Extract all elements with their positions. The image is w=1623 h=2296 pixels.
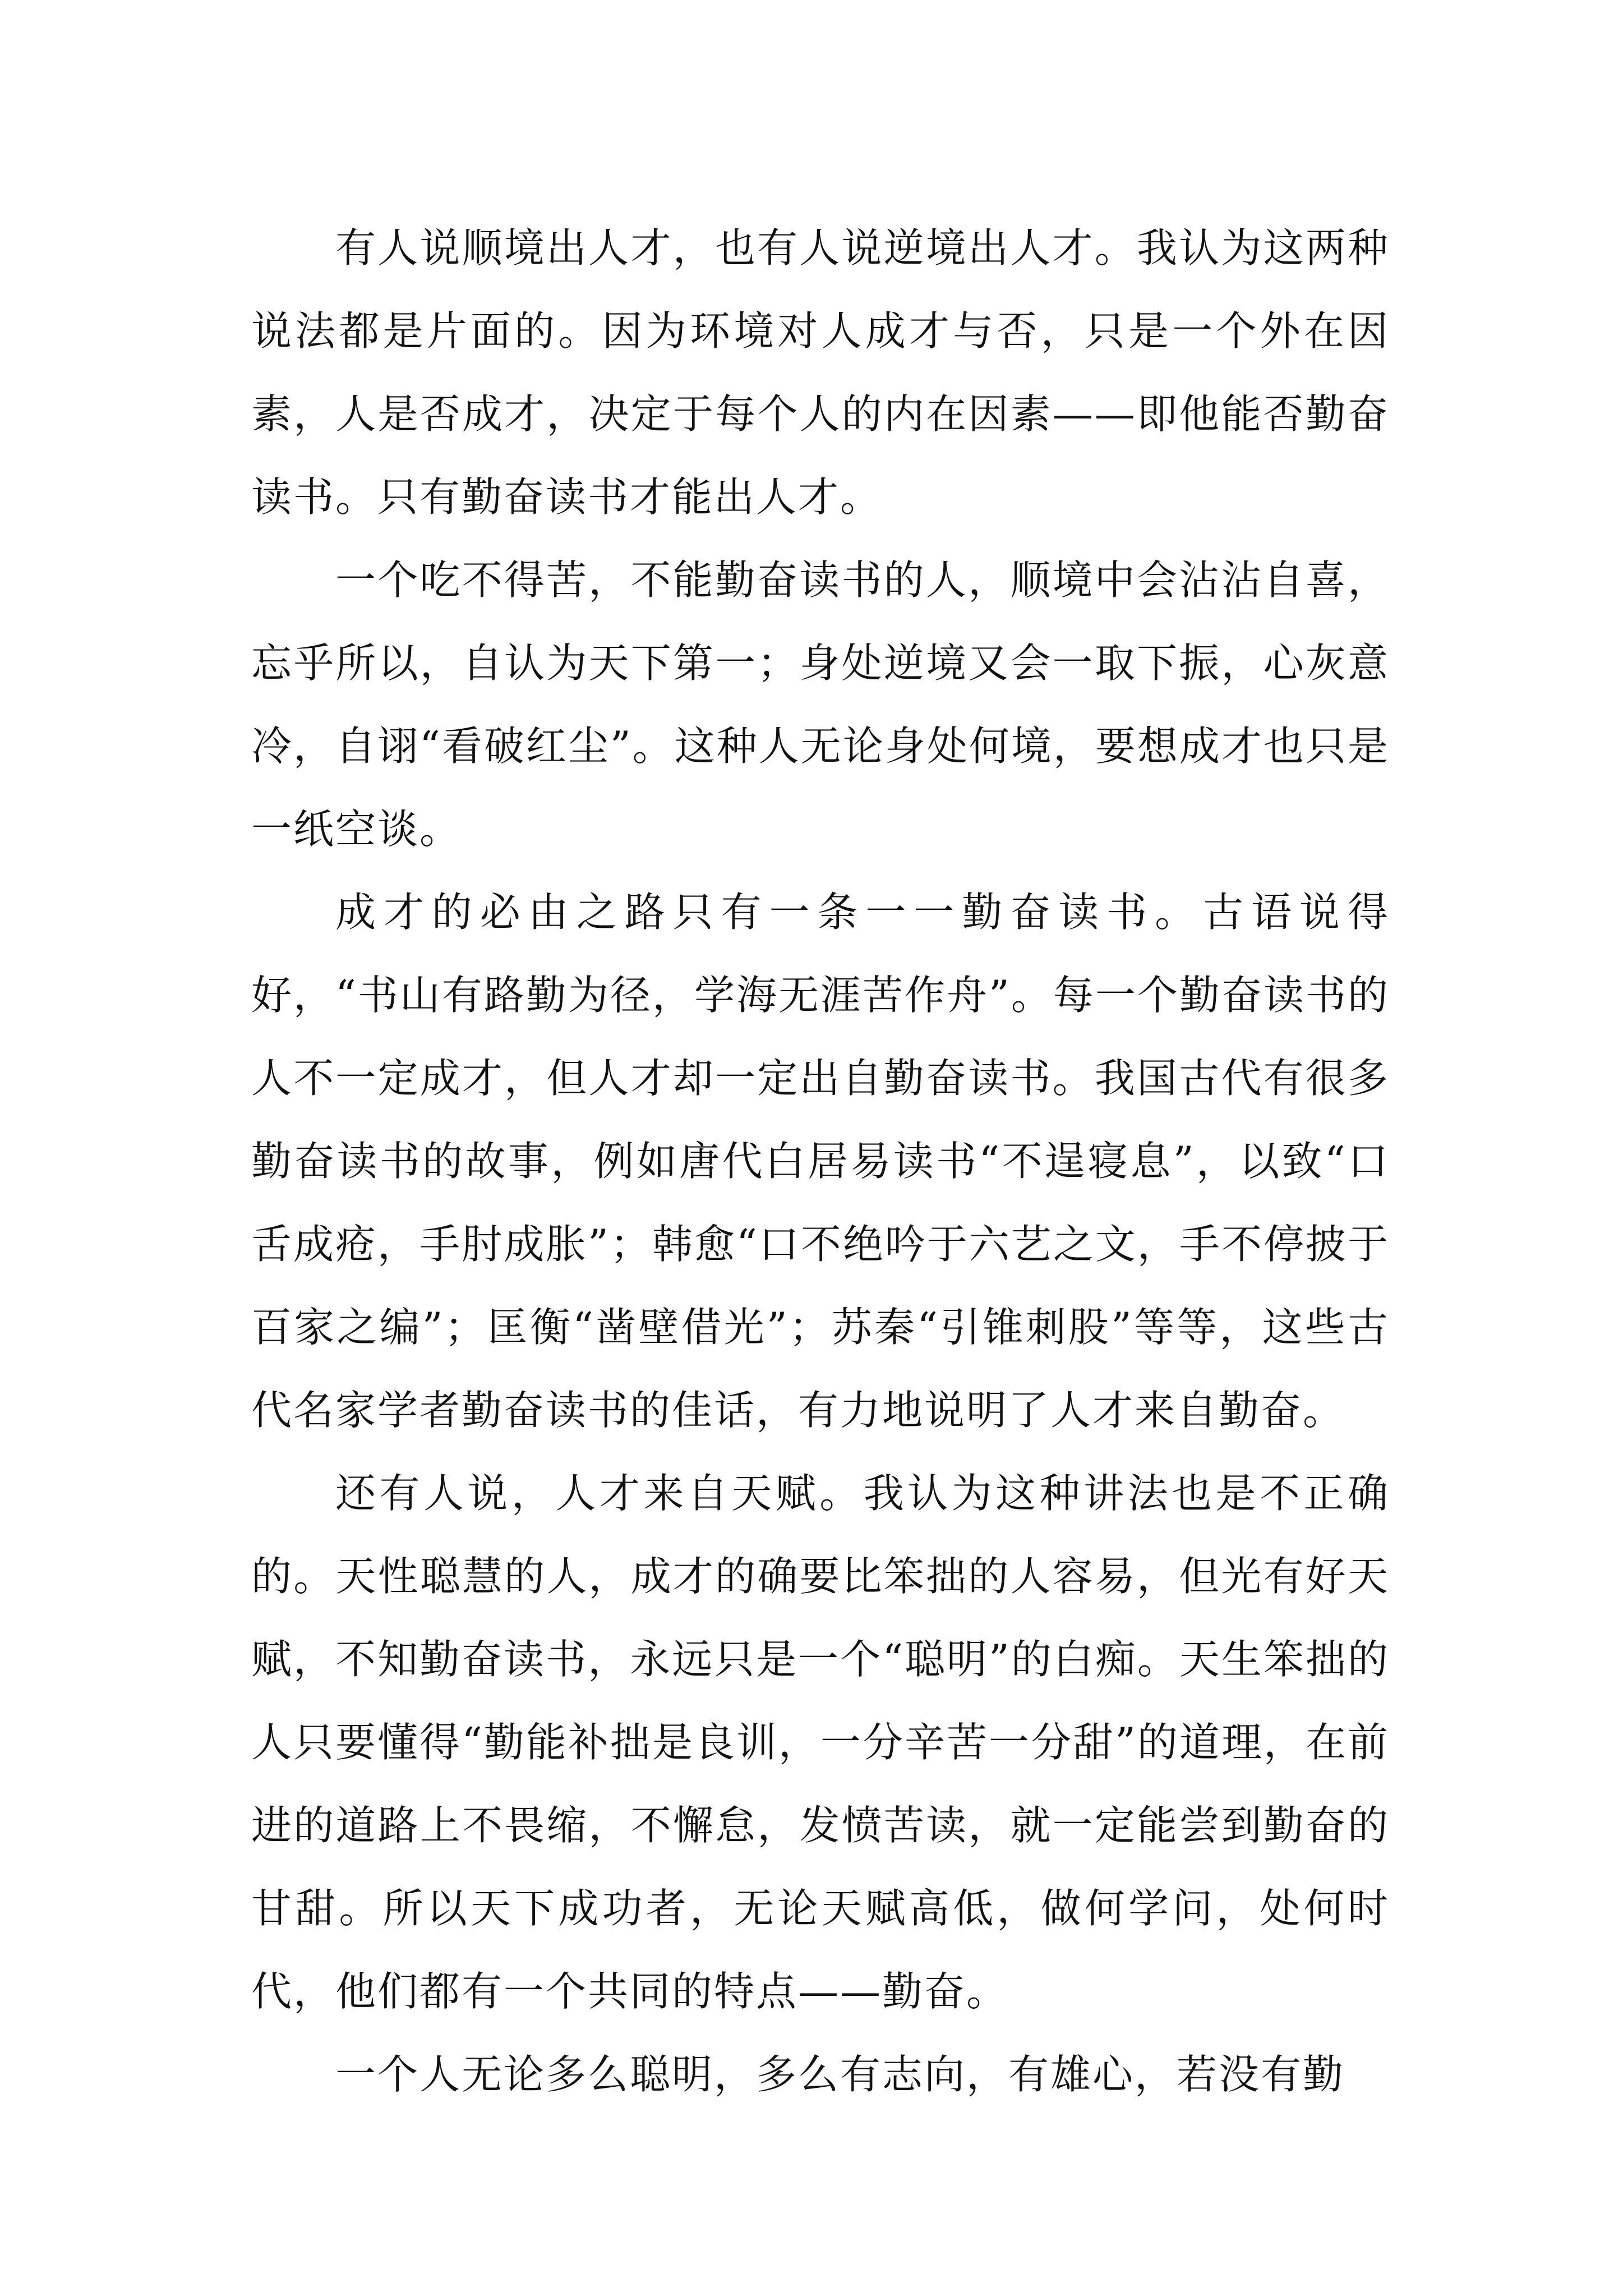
paragraph-4: 还有人说，人才来自天赋。我认为这种讲法也是不正确的。天性聪慧的人，成才的确要比笨拙的人容易，但光有好天赋，不知勤奋读书，永远只是一个“聪明”的白痴。天生笨拙的人只要懂得“勤能补拙是良训，一分辛苦一分甜”的道理，在前进的道路上不畏缩，不懈怠，发愤苦读，就一定能尝到勤奋的甘甜。所以天下成功者，无论天赋高低，做何学问，处何时代，他们都有一个共同的特点——勤奋。 [251,1470,1390,2015]
paragraph-2: 一个吃不得苦，不能勤奋读书的人，顺境中会沾沾自喜，忘乎所以，自认为天下第一；身处逆境又会一取下振，心灰意冷，自诩“看破红尘”。这种人无论身处何境，要想成才也只是一纸空谈。 [251,556,1390,853]
paragraph-1: 有人说顺境出人才，也有人说逆境出人才。我认为这两种说法都是片面的。因为环境对人成才与否，只是一个外在因素，人是否成才，决定于每个人的内在因素——即他能否勤奋读书。只有勤奋读书才能出人才。 [251,224,1390,521]
paragraph-5: 一个人无论多么聪明，多么有志向，有雄心，若没有勤 [335,2051,1345,2098]
essay-body [251,206,1390,2116]
paragraph-3: 成才的必由之路只有一条一一勤奋读书。古语说得好，“书山有路勤为径，学海无涯苦作舟”。每一个勤奋读书的人不一定成才，但人才却一定出自勤奋读书。我国古代有很多勤奋读书的故事，例如唐代白居易读书“不逞寝息”，以致“口舌成疮，手肘成胀”；韩愈“口不绝吟于六艺之文，手不停披于百家之编”；匡衡“凿壁借光”；苏秦“引锥刺股”等等，这些古代名家学者勤奋读书的佳话，有力地说明了人才来自勤奋。 [251,889,1390,1434]
